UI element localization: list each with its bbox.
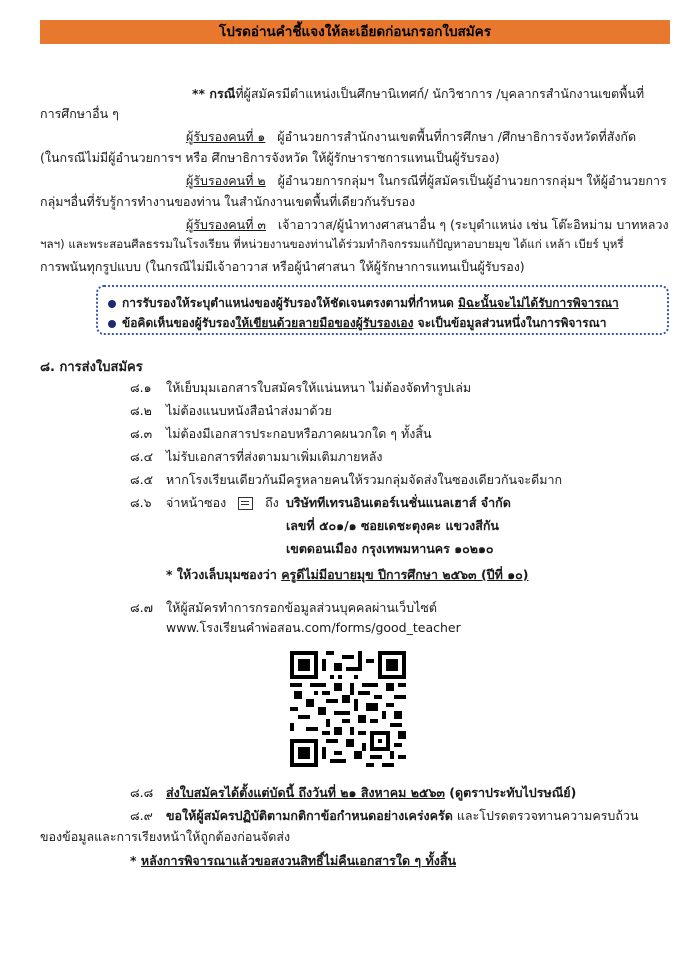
item-number: ๘.๕ <box>130 472 154 487</box>
address-line-3: เขตดอนเมือง กรุงเทพมหานคร ๑๐๒๑๐ <box>286 541 494 556</box>
notice-item-1 <box>108 294 619 313</box>
notice-item-2-text: ข้อคิดเห็นของผู้รับรอง <box>122 316 236 330</box>
list-item <box>130 470 562 490</box>
certifier-label: ผู้รับรองคนที่ ๒ <box>186 173 266 188</box>
address-row <box>130 493 279 513</box>
item-text: ให้ผู้สมัครทำการกรอกข้อมูลส่วนบุคคลผ่านเว็บไซต์ <box>166 600 437 615</box>
list-item <box>130 378 471 398</box>
rules-text: ขอให้ผู้สมัครปฏิบัติตามกติกาข้อกำหนดอย่างเคร่งครัด <box>166 808 453 823</box>
document-icon <box>238 497 253 510</box>
notice-item-1-text: การรับรองให้ระบุตำแหน่งของผู้รับรองให้ชัดเจนตรงตามที่กำหนด <box>122 296 454 310</box>
item-text: ไม่ต้องมีเอกสารประกอบหรือภาคผนวกใด ๆ ทั้งสิ้น <box>166 426 432 441</box>
intro-lead: ** กรณี <box>192 86 236 101</box>
certifier-1 <box>186 127 636 147</box>
address-line-1: บริษัททีเทรนอินเตอร์เนชั่นแนลเฮาส์ จำกัด <box>286 495 511 510</box>
item-text: ไม่ต้องแนบหนังสือนำส่งมาด้วย <box>166 403 332 418</box>
item-number: ๘.๘ <box>130 785 154 800</box>
notice-item-2-tail: จะเป็นข้อมูลส่วนหนึ่งในการพิจารณา <box>413 316 607 330</box>
address-to: ถึง <box>265 495 279 510</box>
certifier-label: ผู้รับรองคนที่ ๑ <box>186 129 266 144</box>
intro-line2: การศึกษาอื่น ๆ <box>40 106 119 121</box>
list-item <box>130 424 432 444</box>
website-link[interactable]: www.โรงเรียนคำพ่อสอน.com/forms/good_teacher <box>166 620 461 635</box>
certifier-1-line2: (ในกรณีไม่มีผู้อำนวยการฯ หรือ ศึกษาธิการจังหวัด ให้ผู้รักษาราชการแทนเป็นผู้รับรอง) <box>40 150 500 165</box>
certifier-text: ผู้อำนวยการกลุ่มฯ ในกรณีที่ผู้สมัครเป็นผู้อำนวยการกลุ่มฯ ให้ผู้อำนวยการ <box>277 173 667 188</box>
rules-tail: และโปรดตรวจทานความครบถ้วน <box>452 808 639 823</box>
bullet-icon <box>108 300 116 308</box>
item-number: ๘.๔ <box>130 449 154 464</box>
deadline-row <box>130 783 576 803</box>
item-number: ๘.๖ <box>130 495 152 510</box>
certifier-3-line3: การพนันทุกรูปแบบ (ในกรณีไม่มีเจ้าอาวาส หรือผู้นำศาสนา ให้ผู้รักษาการแทนเป็นผู้รับรอง) <box>40 259 525 274</box>
certifier-label: ผู้รับรองคนที่ ๓ <box>186 217 266 232</box>
certifier-2 <box>186 171 667 191</box>
corner-note-prefix: * ให้วงเล็บมุมซองว่า <box>166 567 282 582</box>
list-item <box>130 447 382 467</box>
address-prefix: จ่าหน้าซอง <box>166 495 227 510</box>
certifier-text: ผู้อำนวยการสำนักงานเขตพื้นที่การศึกษา /ศึกษาธิการจังหวัดที่สังกัด <box>277 129 637 144</box>
item-number: ๘.๒ <box>130 403 152 418</box>
item-number: ๘.๙ <box>130 808 153 823</box>
notice-item-1-warning: มิฉะนั้นจะไม่ได้รับการพิจารณา <box>458 296 619 310</box>
certifier-3-line2: ฯลฯ) และพระสอนศีลธรรมในโรงเรียน ที่หน่วยงานของท่านได้ร่วมทำกิจกรรมแก้ปัญหาอบายมุข ได้แก่ เหล้า เบียร์ บุหรี่ <box>40 237 624 251</box>
notice-item-2-emphasis: ให้เขียนด้วยลายมือของผู้รับรองเอง <box>235 316 414 330</box>
intro-text: ที่ผู้สมัครมีตำแหน่งเป็นศึกษานิเทศก์/ นักวิชาการ /บุคลากรสำนักงานเขตพื้นที่ <box>235 86 645 101</box>
intro-line1 <box>192 84 644 104</box>
section-heading: ๘. การส่งใบสมัคร <box>40 360 143 375</box>
item-text: ไม่รับเอกสารที่ส่งตามมาเพิ่มเติมภายหลัง <box>166 449 383 464</box>
bullet-icon <box>108 320 116 328</box>
list-item <box>130 598 437 618</box>
list-item <box>130 401 332 421</box>
item-text: ให้เย็บมุมเอกสารใบสมัครให้แน่นหนา ไม่ต้องจัดทำรูปเล่ม <box>166 380 472 395</box>
deadline-text: ส่งใบสมัครได้ตั้งแต่บัดนี้ ถึงวันที่ ๒๑ สิงหาคม ๒๕๖๓ <box>166 785 445 800</box>
item-text: หากโรงเรียนเดียวกันมีครูหลายคนให้รวมกลุ่มจัดส่งในซองเดียวกันจะดีมาก <box>166 472 563 487</box>
final-note-text: หลังการพิจารณาแล้วขอสงวนสิทธิ์ไม่คืนเอกสารใด ๆ ทั้งสิ้น <box>140 853 456 868</box>
corner-note <box>166 565 528 585</box>
certifier-text: เจ้าอาวาส/ผู้นำทางศาสนาอื่น ๆ (ระบุตำแหน่ง เช่น โต๊ะอิหม่าม บาทหลวง <box>277 217 669 232</box>
rules-row <box>130 806 639 826</box>
item-number: ๘.๗ <box>130 600 154 615</box>
address-line-2: เลขที่ ๕๐๑/๑ ซอยเดชะตุงคะ แขวงสีกัน <box>286 518 499 533</box>
final-note <box>130 851 456 871</box>
rules-line-2: ของข้อมูลและการเรียงหน้าให้ถูกต้องก่อนจัดส่ง <box>40 829 291 844</box>
corner-note-text: ครูดีไม่มีอบายมุข ปีการศึกษา ๒๕๖๓ (ปีที่ ๑๐) <box>281 567 529 582</box>
qr-code <box>290 651 406 767</box>
certifier-3 <box>186 215 669 235</box>
page-banner: โปรดอ่านคำชี้แจงให้ละเอียดก่อนกรอกใบสมัคร <box>40 20 670 44</box>
certifier-2-line2: กลุ่มฯอื่นที่รับรู้การทำงานของท่าน ในสำนักงานเขตพื้นที่เดียวกันรับรอง <box>40 194 416 209</box>
notice-item-2 <box>108 314 606 333</box>
final-note-star: * <box>130 853 141 868</box>
item-number: ๘.๑ <box>130 380 152 395</box>
item-number: ๘.๓ <box>130 426 153 441</box>
deadline-note: (ดูตราประทับไปรษณีย์) <box>444 785 577 800</box>
